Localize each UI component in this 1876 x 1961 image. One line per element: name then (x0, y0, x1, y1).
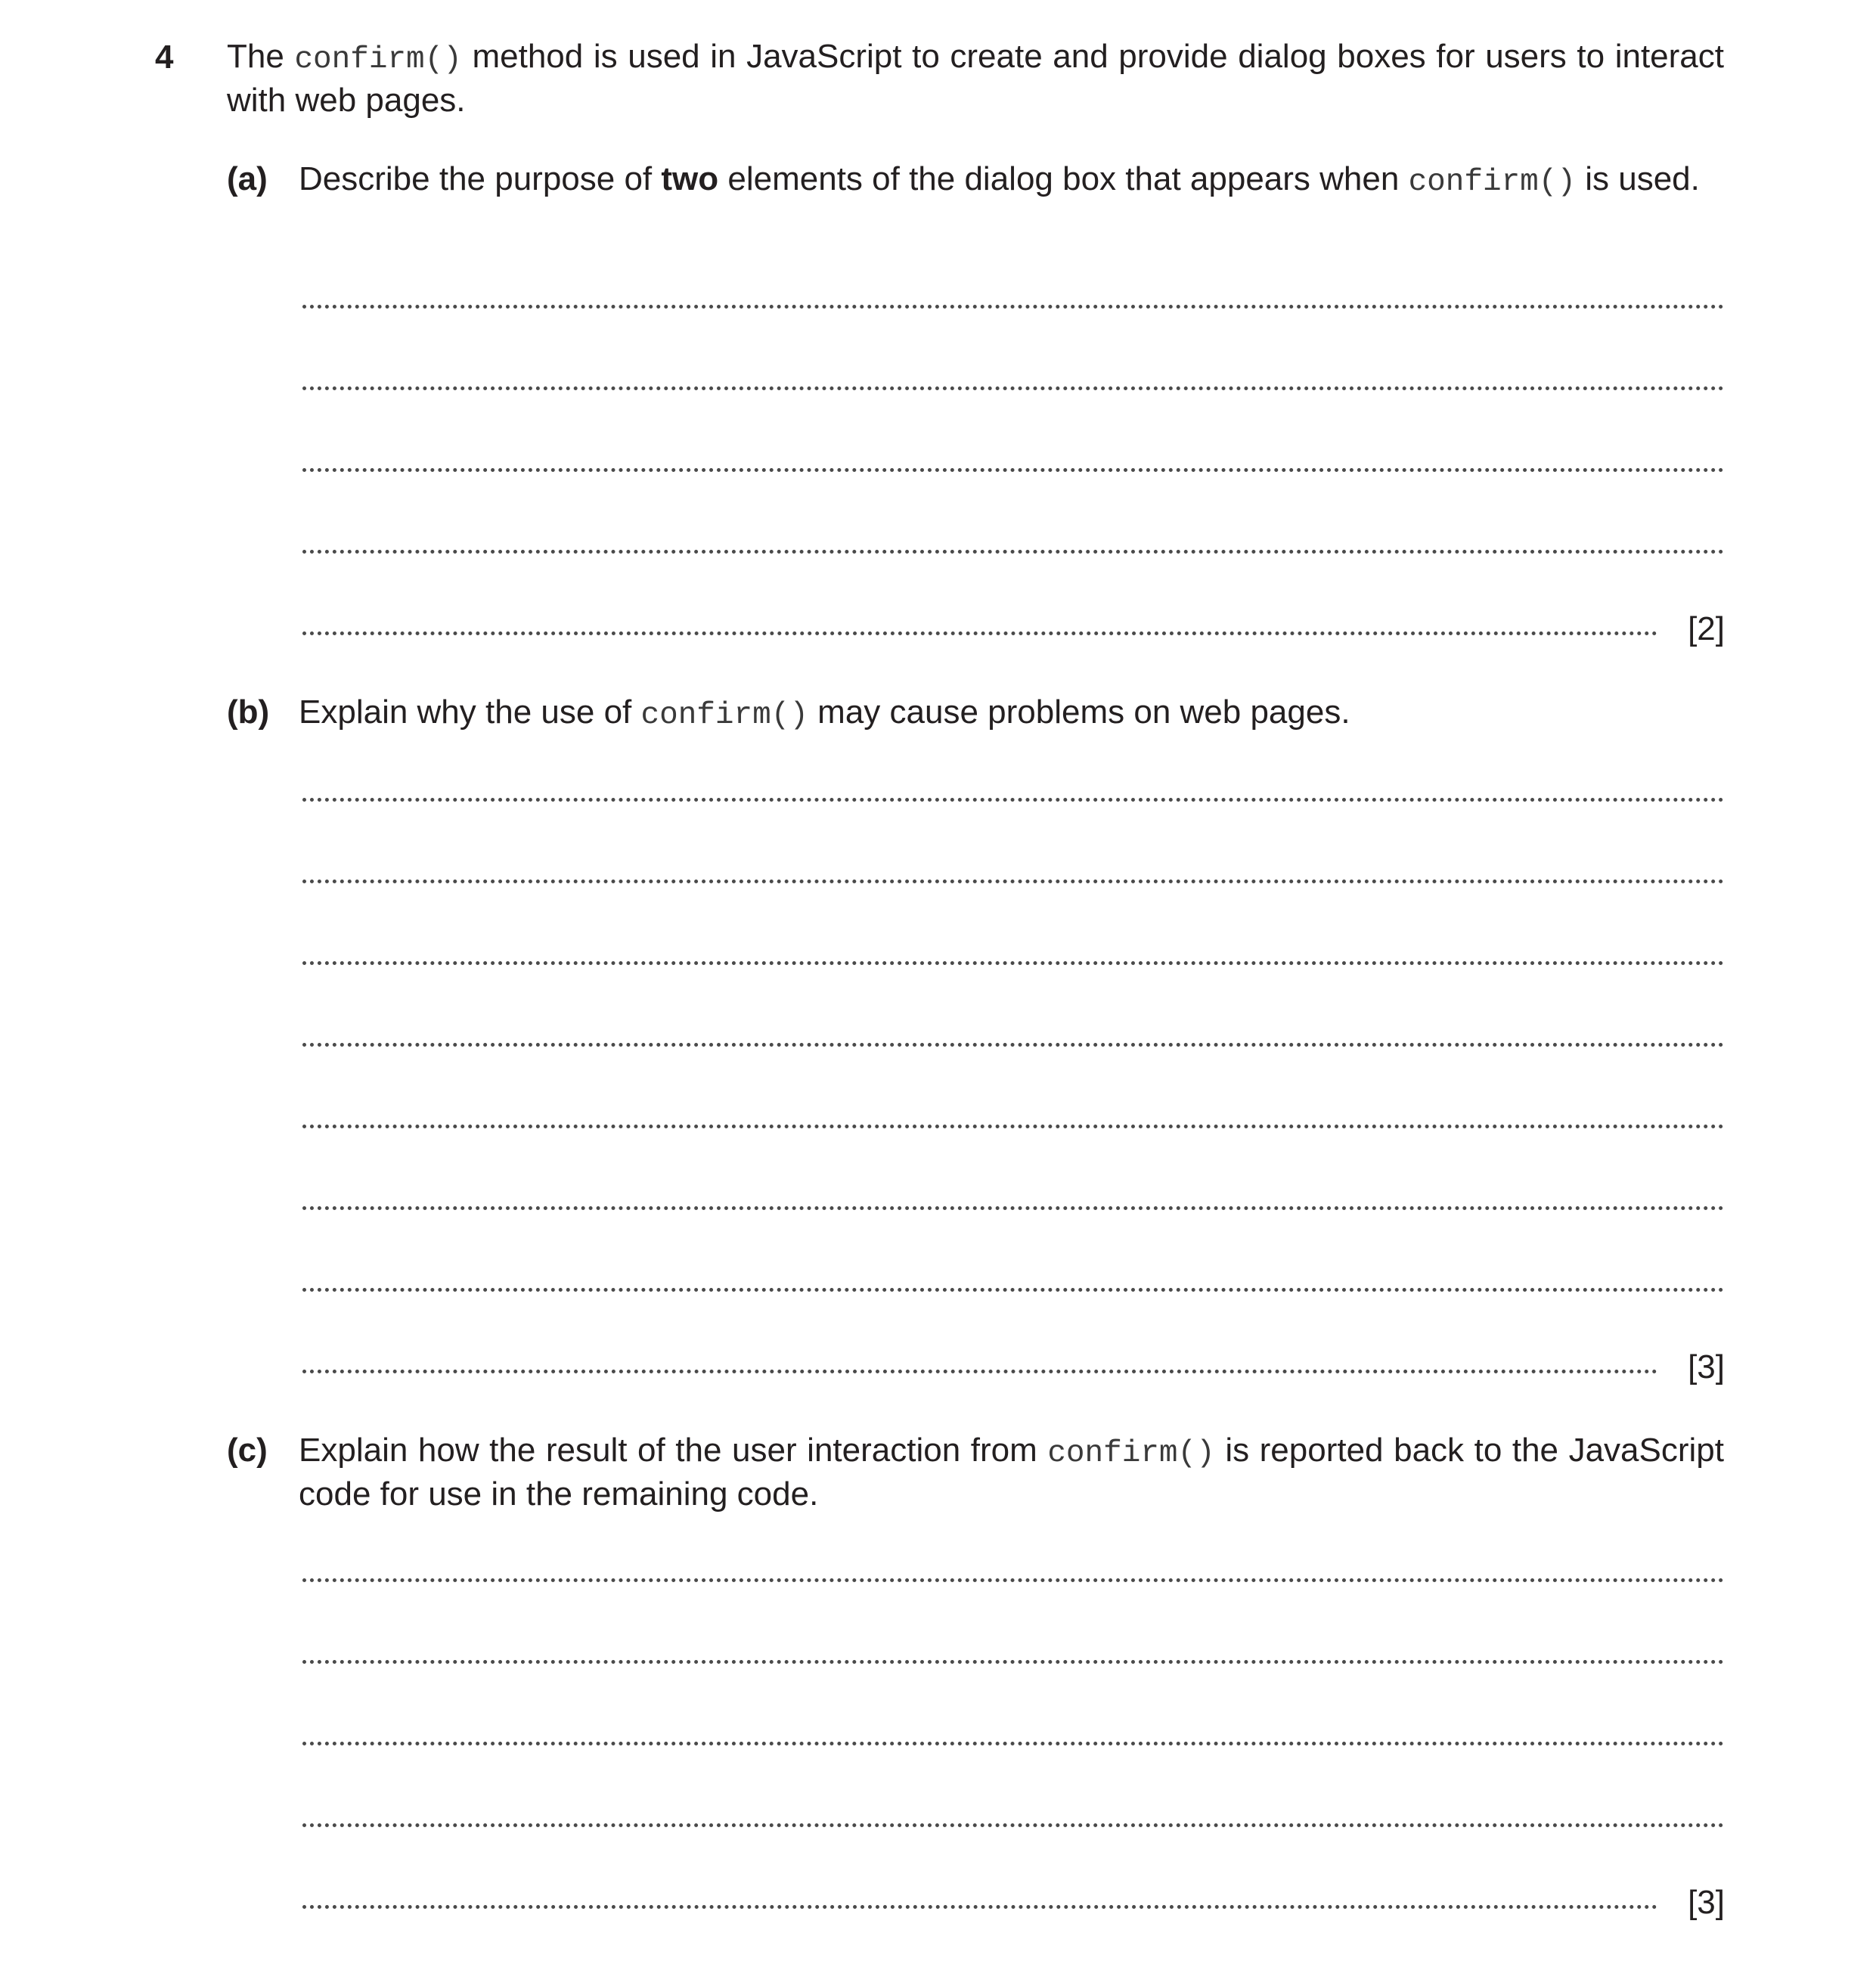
answer-line-c-3[interactable] (302, 1742, 1724, 1745)
part-b-text (299, 692, 1724, 736)
answer-line-c-4[interactable] (302, 1823, 1724, 1827)
stem-code: confirm() (294, 42, 462, 77)
answer-line-b-6[interactable] (302, 1206, 1724, 1210)
part-a-code: confirm() (1408, 165, 1576, 200)
question-number: 4 (155, 39, 174, 76)
part-a-label: (a) (227, 160, 268, 197)
answer-line-a-1[interactable] (302, 305, 1724, 309)
part-b-label: (b) (227, 693, 270, 731)
part-a-bold: two (661, 160, 719, 197)
part-a-text-1: Describe the purpose of (299, 160, 653, 197)
answer-line-a-4[interactable] (302, 550, 1724, 554)
part-a-text-2: elements of the dialog box that appears when (727, 160, 1400, 197)
answer-line-a-3[interactable] (302, 468, 1724, 472)
answer-line-b-2[interactable] (302, 880, 1724, 883)
answer-line-b-3[interactable] (302, 961, 1724, 965)
part-b-marks: [3] (1688, 1348, 1725, 1385)
stem-prefix: The (227, 38, 284, 75)
answer-line-b-8[interactable] (302, 1370, 1657, 1373)
answer-line-c-5[interactable] (302, 1905, 1657, 1909)
answer-line-b-4[interactable] (302, 1043, 1724, 1047)
part-b-code: confirm() (640, 698, 808, 733)
answer-line-c-2[interactable] (302, 1660, 1724, 1664)
answer-line-a-2[interactable] (302, 386, 1724, 390)
part-a-text (299, 159, 1724, 203)
part-c-text-1: Explain how the result of the user interaction from (299, 1432, 1037, 1469)
answer-line-a-5[interactable] (302, 631, 1657, 635)
part-c-code: confirm() (1047, 1436, 1215, 1471)
answer-line-b-5[interactable] (302, 1125, 1724, 1128)
stem-suffix: method is used in JavaScript to create and provide dialog boxes for users to interact with web pages. (227, 38, 1724, 119)
part-a-marks: [2] (1688, 610, 1725, 647)
part-c-text (299, 1430, 1724, 1515)
part-c-text-2: is reported back to the JavaScript code for use in the remaining code. (299, 1432, 1724, 1513)
part-a-text-3: is used. (1585, 160, 1700, 197)
answer-line-b-1[interactable] (302, 798, 1724, 802)
answer-line-b-7[interactable] (302, 1288, 1724, 1292)
part-b-text-1: Explain why the use of (299, 693, 632, 731)
answer-line-c-1[interactable] (302, 1578, 1724, 1582)
part-c-label: (c) (227, 1432, 268, 1469)
question-stem (227, 36, 1724, 121)
part-c-marks: [3] (1688, 1884, 1725, 1921)
part-b-text-2: may cause problems on web pages. (817, 693, 1350, 731)
